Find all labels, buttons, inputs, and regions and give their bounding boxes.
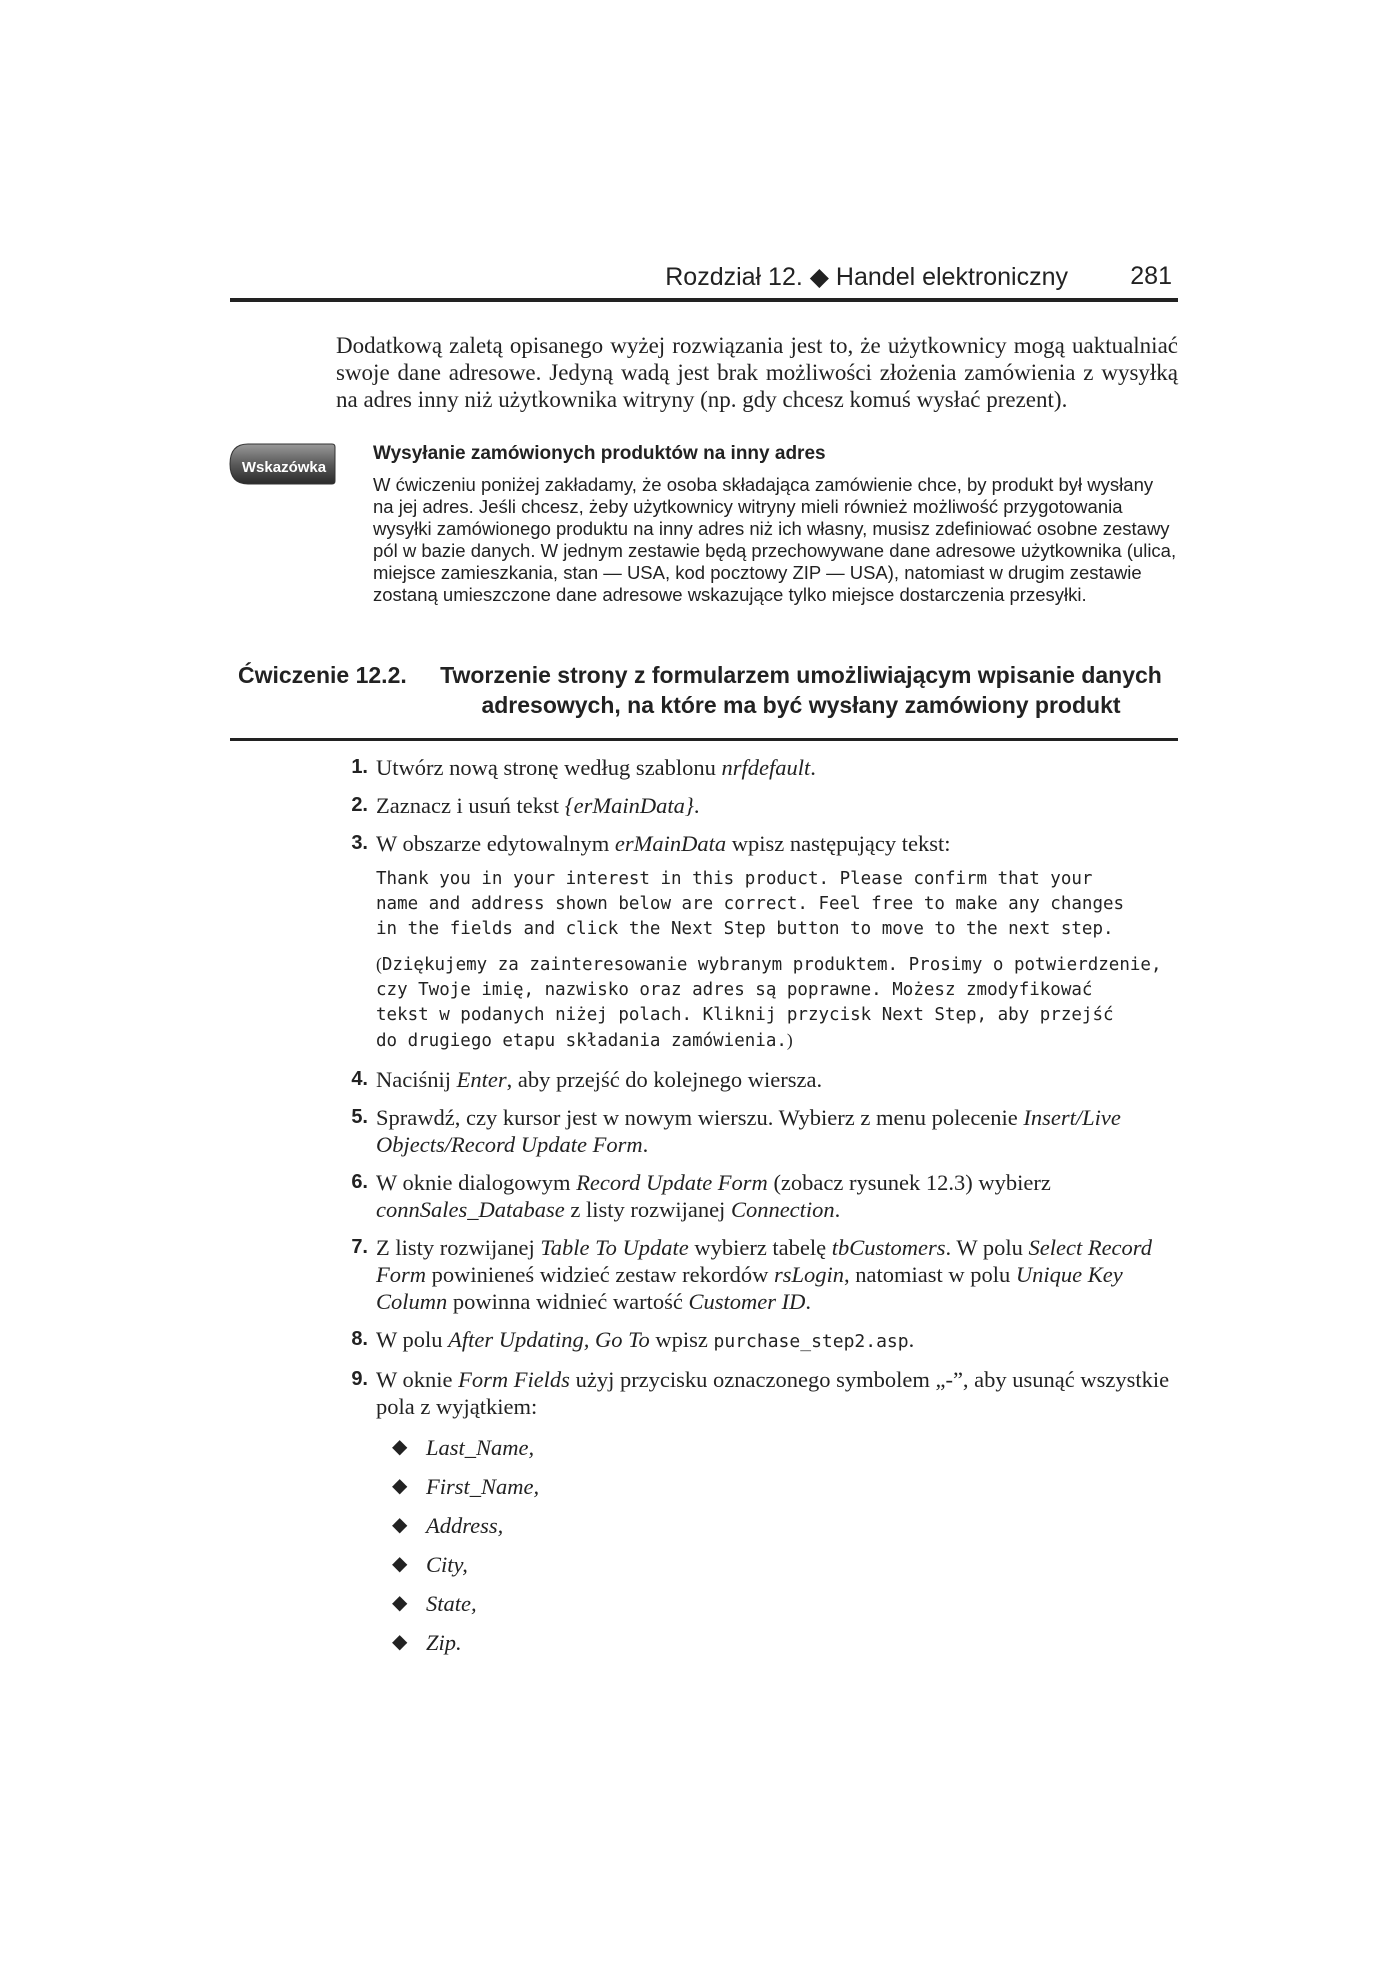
step-3 [336, 830, 1178, 1054]
step-number: 1. [351, 756, 368, 778]
step-text: , aby przejść do kolejnego wiersza. [506, 1067, 823, 1092]
step-5 [336, 1104, 1178, 1158]
step-7 [336, 1234, 1178, 1315]
step-number: 9. [351, 1368, 368, 1390]
step-text: . [805, 1289, 811, 1314]
step-number: 2. [351, 794, 368, 816]
step-2 [336, 792, 1178, 819]
paren-open: ( [376, 954, 382, 974]
field-item: First_Name, [426, 1474, 540, 1499]
exercise-label: Ćwiczenie 12.2. [238, 662, 407, 688]
list-item [376, 1512, 1178, 1539]
running-header [230, 258, 1178, 302]
bullet-diamond-icon: ◆ [392, 1592, 408, 1614]
step-text: , natomiast w polu [844, 1262, 1016, 1287]
step-text: . [810, 755, 816, 780]
field-item: Last_Name, [426, 1435, 535, 1460]
steps-list [336, 754, 1178, 1668]
field-name: After Updating, Go To [448, 1327, 650, 1352]
code-polish [376, 952, 1178, 1054]
dialog-name: Record Update Form [576, 1170, 768, 1195]
step-4 [336, 1066, 1178, 1093]
file-name: purchase_step2.asp [713, 1331, 909, 1352]
step-8 [336, 1326, 1178, 1355]
step-number: 4. [351, 1068, 368, 1090]
step-text: W obszarze edytowalnym [376, 831, 615, 856]
page-number: 281 [1130, 262, 1172, 290]
bullet-diamond-icon: ◆ [392, 1475, 408, 1497]
step-text: wybierz tabelę [688, 1235, 832, 1260]
step-text: (zobacz rysunek 12.3) wybierz [767, 1170, 1051, 1195]
menu-path: Insert/Live Objects/Record Update Form [376, 1105, 1121, 1157]
step-text: W oknie [376, 1367, 459, 1392]
tip-title: Wysyłanie zamówionych produktów na inny adres [373, 443, 826, 464]
step-text: . [642, 1132, 649, 1157]
tip-icon-label: Wskazówka [241, 459, 327, 476]
field-item: Address, [426, 1513, 504, 1538]
step-text: Sprawdź, czy kursor jest w nowym wierszu. Wybierz z menu polecenie [376, 1105, 1024, 1130]
recordset-name: rsLogin [774, 1262, 845, 1287]
template-name: nrfdefault [721, 755, 811, 780]
bullet-diamond-icon: ◆ [392, 1436, 408, 1458]
step-text: wpisz następujący tekst: [726, 831, 951, 856]
code-english: Thank you in your interest in this product. Please confirm that your name and address shown below are correct. Feel free to make any changes in the fields and click the Next Step button to move to the next step. [376, 869, 1125, 939]
list-item [376, 1434, 1178, 1461]
field-item: City, [426, 1552, 468, 1577]
exercise-title: Tworzenie strony z formularzem umożliwiającym wpisanie danych adresowych, na które ma być wysłany zamówiony produkt [440, 662, 1162, 718]
bullet-diamond-icon: ◆ [392, 1553, 408, 1575]
field-list [376, 1434, 1178, 1656]
field-item: State, [426, 1591, 477, 1616]
tip-box [373, 442, 1178, 606]
tip-icon [228, 442, 336, 486]
step-text: . [693, 793, 700, 818]
bullet-diamond-icon: ◆ [392, 1631, 408, 1653]
tip-text: W ćwiczeniu poniżej zakładamy, że osoba składająca zamówienie chce, by produkt był wysłany na jej adres. Jeśli chcesz, żeby użytkownicy witryny mieli również możliwość przygotowania wysyłki zamówionego produktu na inny adres niż ich własny, musisz zdefiniować osobne zestawy pól w bazie danych. W jednym zestawie będą przechowywane dane adresowe użytkownika (ulica, miejsce zamieszkania, stan — USA, kod pocztowy ZIP — USA), natomiast w drugim zestawie zostaną umieszczone dane adresowe wskazujące tylko miejsce dostarczenia przesyłki. [373, 474, 1177, 605]
step-text: użyj przycisku oznaczonego symbolem „-”, aby usunąć wszystkie pola z wyjątkiem: [376, 1367, 1170, 1419]
step-text: W polu [376, 1327, 449, 1352]
step-text: . [908, 1327, 915, 1352]
connection-name: connSales_Database [376, 1197, 565, 1222]
list-item [376, 1551, 1178, 1578]
step-9 [336, 1366, 1178, 1656]
exercise-heading [230, 660, 1178, 741]
code-polish-text: Dziękujemy za zainteresowanie wybranym produktem. Prosimy o potwierdzenie, czy Twoje imię, nazwisko oraz adres są poprawne. Możesz zmodyfikować tekst w podanych niżej polach. Kliknij przycisk Next Step, aby przejść do drugiego etapu składania zamówienia. [376, 955, 1162, 1051]
step-text: Utwórz nową stronę według szablonu [376, 755, 722, 780]
step-number: 3. [351, 832, 368, 854]
step-text: powinna widnieć wartość [447, 1289, 689, 1314]
table-name: tbCustomers [831, 1235, 946, 1260]
list-item [376, 1629, 1178, 1656]
field-name: Select Record Form [376, 1235, 1152, 1287]
paren-close: ) [786, 1030, 793, 1050]
window-name: Form Fields [458, 1367, 570, 1392]
step-number: 8. [351, 1328, 368, 1350]
step-text: powinieneś widzieć zestaw rekordów [426, 1262, 775, 1287]
step-number: 7. [351, 1236, 368, 1258]
bullet-diamond-icon: ◆ [392, 1514, 408, 1536]
code-block [376, 867, 1178, 1054]
step-6 [336, 1169, 1178, 1223]
step-text: wpisz [649, 1327, 714, 1352]
intro-paragraph: Dodatkową zaletą opisanego wyżej rozwiązania jest to, że użytkownicy mogą uaktualniać swoje dane adresowe. Jedyną wadą jest brak możliwości złożenia zamówienia z wysyłką na adres inny niż użytkownika witryny (np. gdy chcesz komuś wysłać prezent). [336, 333, 1178, 412]
step-text: Naciśnij [376, 1067, 457, 1092]
step-number: 6. [351, 1171, 368, 1193]
chapter-title: Rozdział 12. ◆ Handel elektroniczny [665, 263, 1068, 291]
step-text: . [834, 1197, 841, 1222]
field-name: Table To Update [540, 1235, 689, 1260]
step-text: Zaznacz i usuń tekst [376, 793, 565, 818]
field-name: Connection [730, 1197, 835, 1222]
column-value: Customer ID [688, 1289, 806, 1314]
step-text: Z listy rozwijanej [376, 1235, 541, 1260]
field-name: Unique Key Column [376, 1262, 1123, 1314]
placeholder-name: {erMainData} [564, 793, 694, 818]
field-item: Zip. [426, 1630, 462, 1655]
step-text: . W polu [945, 1235, 1029, 1260]
step-1 [336, 754, 1178, 781]
step-text: W oknie dialogowym [376, 1170, 577, 1195]
step-number: 5. [351, 1106, 368, 1128]
list-item [376, 1473, 1178, 1500]
step-text: z listy rozwijanej [564, 1197, 731, 1222]
list-item [376, 1590, 1178, 1617]
key-name: Enter [456, 1067, 507, 1092]
region-name: erMainData [614, 831, 727, 856]
